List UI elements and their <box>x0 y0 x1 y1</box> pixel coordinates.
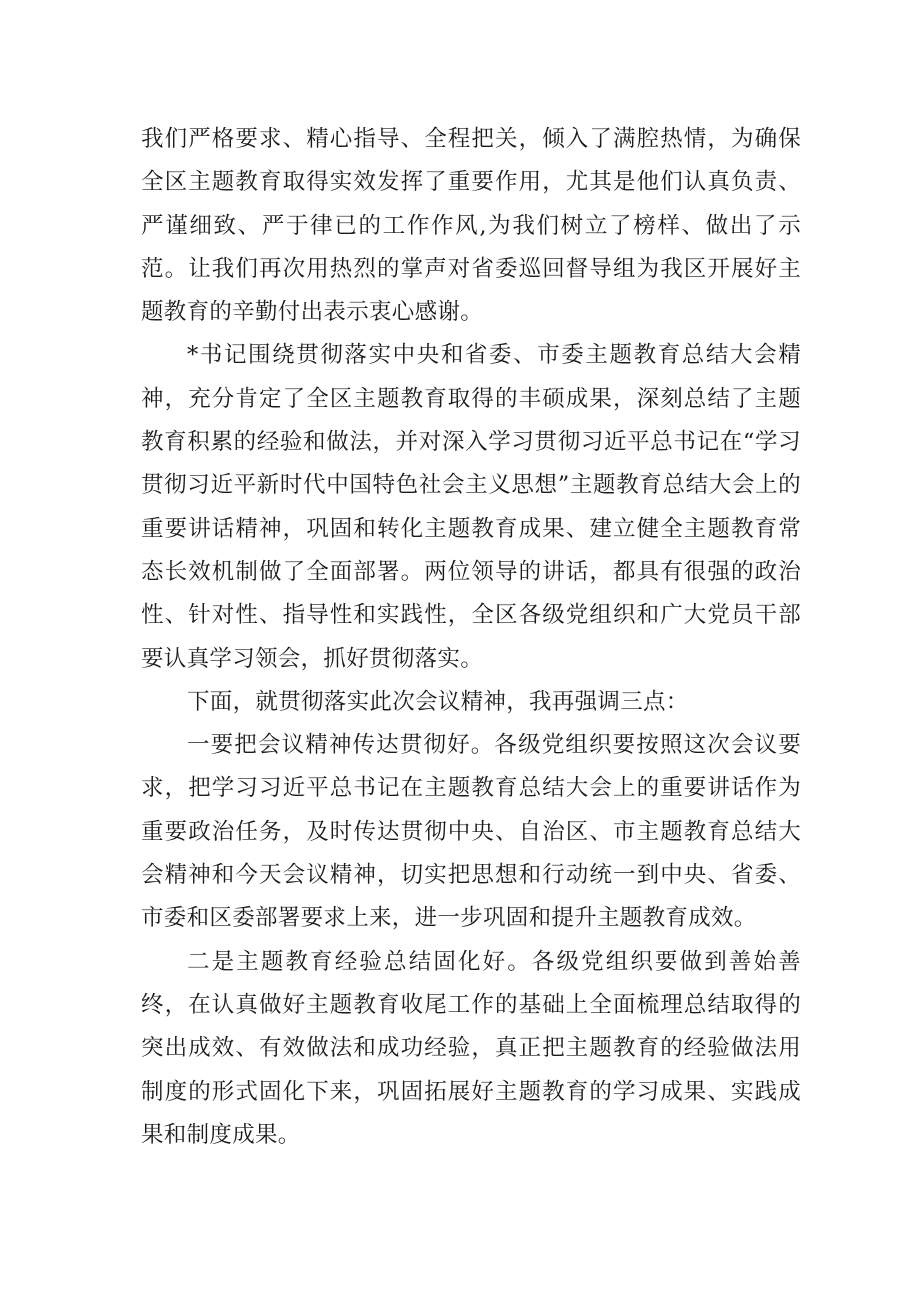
paragraph-5: 二是主题教育经验总结固化好。各级党组织要做到善始善终，在认真做好主题教育收尾工作的基础上全面梳理总结取得的突出成效、有效做法和成功经验，真正把主题教育的经验做法用制度的形式固化下来，巩固拓展好主题教育的学习成果、实践成果和制度成果。 <box>141 948 801 1148</box>
paragraph-4: 一要把会议精神传达贯彻好。各级党组织要按照这次会议要求，把学习习近平总书记在主题教育总结大会上的重要讲话作为重要政治任务，及时传达贯彻中央、自治区、市主题教育总结大会精神和今天会议精神，切实把思想和行动统一到中央、省委、市委和区委部署要求上来，进一步巩固和提升主题教育成效。 <box>141 732 801 932</box>
paragraph-2: *书记围绕贯彻落实中央和省委、市委主题教育总结大会精神，充分肯定了全区主题教育取得的丰硕成果，深刻总结了主题教育积累的经验和做法，并对深入学习贯彻习近平总书记在“学习贯彻习近平新时代中国特色社会主义思想”主题教育总结大会上的重要讲话精神，巩固和转化主题教育成果、建立健全主题教育常态长效机制做了全面部署。两位领导的讲话，都具有很强的政治性、针对性、指导性和实践性，全区各级党组织和广大党员干部要认真学习领会，抓好贯彻落实。 <box>141 342 801 672</box>
paragraph-1: 我们严格要求、精心指导、全程把关，倾入了满腔热情，为确保全区主题教育取得实效发挥了重要作用，尤其是他们认真负责、严谨细致、严于律已的工作作风,为我们树立了榜样、做出了示范。让我们再次用热烈的掌声对省委巡回督导组为我区开展好主题教育的辛勤付出表示衷心感谢。 <box>141 126 801 326</box>
document-body <box>141 118 801 1157</box>
paragraph-3: 下面，就贯彻落实此次会议精神，我再强调三点： <box>187 688 689 715</box>
